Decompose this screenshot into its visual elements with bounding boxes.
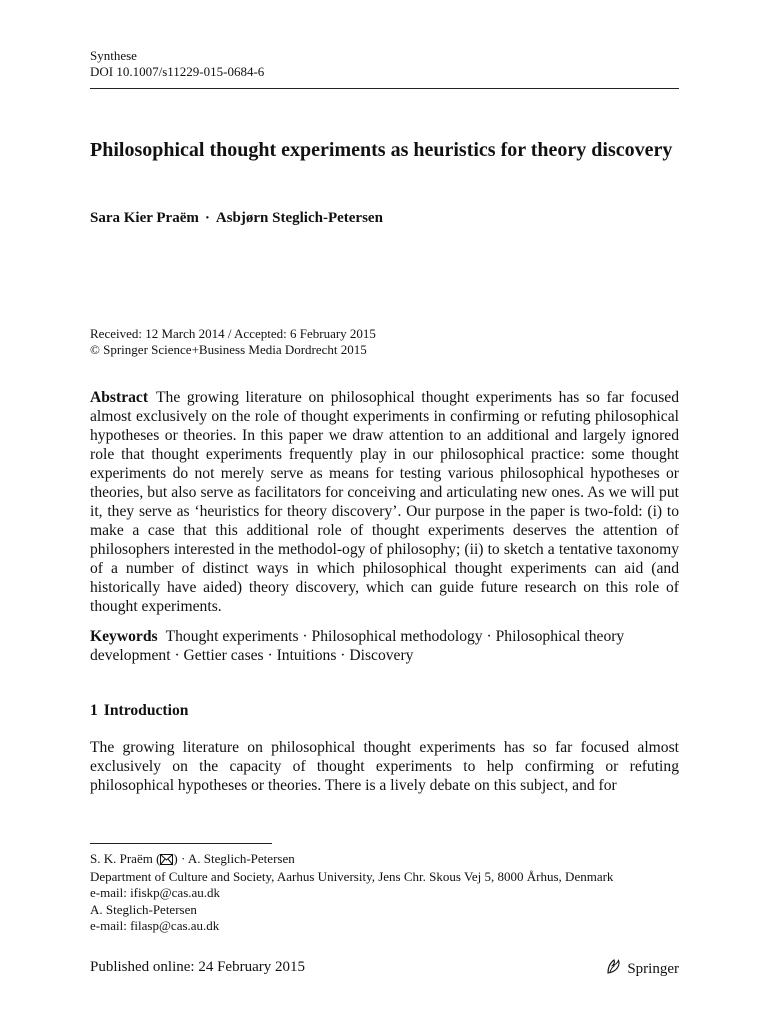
- journal-header: [90, 48, 264, 80]
- author-name: Asbjørn Steglich-Petersen: [215, 210, 383, 226]
- header-rule: [90, 88, 679, 89]
- author-list: [90, 209, 383, 227]
- envelope-icon[interactable]: [160, 853, 173, 869]
- section-number: 1: [90, 702, 98, 719]
- copyright-notice: © Springer Science+Business Media Dordrecht 2015: [90, 342, 367, 357]
- co-author: ) · A. Steglich-Petersen: [173, 851, 295, 866]
- email-link[interactable]: e-mail: ifiskp@cas.au.dk: [90, 885, 221, 900]
- received-accepted-dates: Received: 12 March 2014 / Accepted: 6 February 2015: [90, 326, 376, 341]
- abstract-text: The growing literature on philosophical thought experiments has so far focused almost exclusively on the role of thought experiments in confirming or refuting philosophical hypotheses or theories. In this paper we draw attention to an additional and largely ignored role that thought experiments frequently play in our philosophical practice: some thought experiments do not merely serve as means for testing various philosophical hypotheses or theories, but also serve as facilitators for conceiving and articulating new ones. As we will put it, they serve as ‘heuristics for theory discovery’. Our purpose in the paper is two-fold: (i) to make a case that this additional role of thought experiments deserves the attention of philosophers interested in the methodol-ogy of philosophy; (ii) to sketch a tentative taxonomy of a number of distinct ways in which philosophical thought experiments can aid (and historically have aided) theory discovery, which can guide future research on this role of thought experiments.: [90, 389, 679, 615]
- publisher-name: Springer: [627, 960, 679, 977]
- journal-name: Synthese: [90, 48, 137, 63]
- corresponding-author: S. K. Praëm (: [90, 851, 161, 866]
- article-history: [90, 326, 376, 358]
- section-body-text: The growing literature on philosophical thought experiments has so far focused almost exclusively on the capacity of thought experiments to help confirming or refuting philosophical hypotheses or theories. There is a lively debate on this subject, and for: [90, 739, 679, 794]
- publisher-logo: [605, 957, 679, 980]
- paper-title: Philosophical thought experiments as heuristics for theory discovery: [90, 139, 673, 161]
- affiliation: Department of Culture and Society, Aarhus University, Jens Chr. Skous Vej 5, 8000 Århus, Denmark: [90, 869, 614, 884]
- second-author-name: A. Steglich-Petersen: [90, 902, 197, 917]
- author-separator: ·: [204, 210, 210, 226]
- second-author-footnote: [90, 902, 219, 934]
- author-name: Sara Kier Praëm: [90, 210, 199, 226]
- abstract: [90, 388, 679, 616]
- published-date: Published online: 24 February 2015: [90, 959, 305, 975]
- keywords-label: Keywords: [90, 628, 158, 645]
- section-title: Introduction: [103, 702, 189, 719]
- correspondence-line: [90, 851, 613, 869]
- keywords-text: Thought experiments · Philosophical methodology · Philosophical theory development · Gettier cases · Intuitions · Discovery: [90, 628, 625, 664]
- springer-logo-icon: [605, 957, 627, 980]
- footnote-rule: [90, 843, 272, 844]
- correspondence-footnote: [90, 851, 613, 901]
- keywords: [90, 627, 679, 665]
- email-link[interactable]: e-mail: filasp@cas.au.dk: [90, 918, 220, 933]
- abstract-label: Abstract: [90, 389, 149, 406]
- doi: DOI 10.1007/s11229-015-0684-6: [90, 64, 265, 79]
- paper-page: [90, 0, 679, 1024]
- section-heading: [90, 701, 188, 720]
